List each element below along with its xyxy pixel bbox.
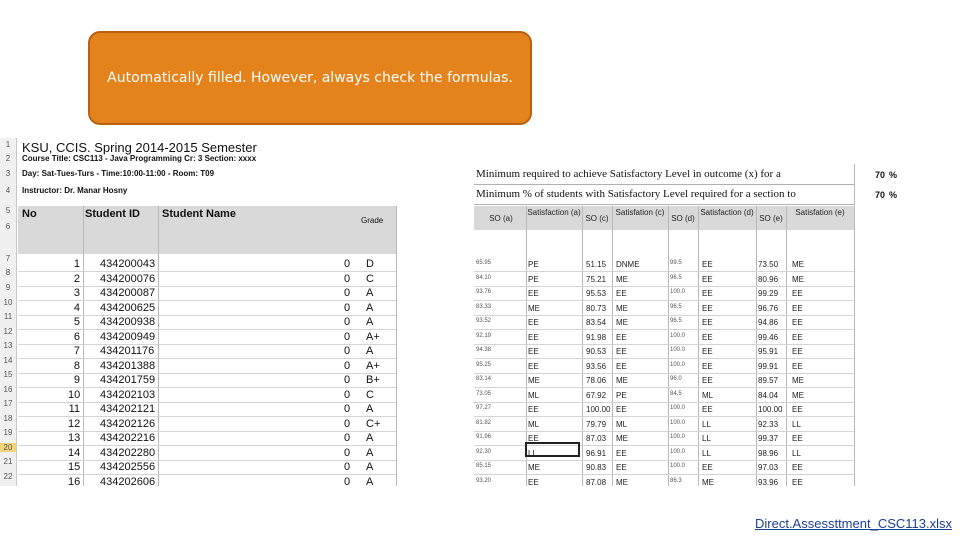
outcome-cell[interactable]: 80.73: [586, 303, 607, 313]
outcome-cell[interactable]: EE: [528, 361, 539, 371]
row-number[interactable]: 5: [5, 206, 11, 215]
row-number[interactable]: 1: [5, 140, 11, 149]
outcome-cell[interactable]: EE: [702, 303, 713, 313]
student-no-cell[interactable]: 2: [73, 272, 80, 285]
student-grade-cell[interactable]: A+: [366, 330, 380, 343]
student-grade-cell[interactable]: B+: [366, 374, 380, 386]
outcome-cell[interactable]: 75.21: [586, 274, 607, 284]
row-number[interactable]: 13: [3, 341, 13, 350]
outcome-col-header[interactable]: SO (a): [489, 214, 513, 223]
outcome-cell[interactable]: EE: [702, 347, 713, 356]
outcome-cell[interactable]: ME: [792, 260, 804, 269]
grid-line: [474, 416, 854, 417]
outcome-col-header[interactable]: Satisfation (c): [615, 208, 665, 217]
row-number[interactable]: 17: [3, 399, 13, 408]
outcome-cell[interactable]: 95.25: [476, 361, 492, 368]
min-satisfactory-label: Minimum required to achieve Satisfactory Level in outcome (x) for a: [476, 168, 781, 180]
row-number[interactable]: 19: [3, 428, 13, 437]
outcome-cell[interactable]: 87.03: [586, 434, 607, 443]
outcome-cell[interactable]: 100.00: [586, 405, 611, 414]
outcome-cell[interactable]: ME: [528, 463, 540, 472]
outcome-cell[interactable]: ME: [616, 274, 628, 284]
student-no-cell[interactable]: 10: [68, 388, 81, 401]
outcome-cell[interactable]: 94.38: [476, 347, 492, 353]
student-id-cell[interactable]: 434202216: [100, 432, 156, 444]
outcome-cell[interactable]: ME: [616, 434, 628, 443]
student-grade-cell[interactable]: A: [366, 287, 374, 299]
grid-line: [474, 315, 854, 316]
col-header-student-id[interactable]: Student ID: [85, 208, 140, 220]
student-no-cell[interactable]: 16: [68, 475, 81, 486]
student-no-cell[interactable]: 4: [73, 301, 80, 314]
grid-line: [474, 402, 854, 403]
outcome-cell[interactable]: 100.0: [670, 463, 686, 469]
student-zero-cell[interactable]: 0: [344, 432, 351, 444]
student-zero-cell[interactable]: 0: [344, 316, 351, 328]
grid-line: [474, 431, 854, 432]
outcome-cell[interactable]: EE: [702, 289, 713, 298]
student-zero-cell[interactable]: 0: [344, 403, 351, 415]
outcome-cell[interactable]: ML: [702, 390, 714, 400]
outcome-cell[interactable]: 94.86: [758, 318, 779, 327]
outcome-cell[interactable]: EE: [702, 274, 713, 284]
outcome-cell[interactable]: EE: [616, 361, 627, 371]
row-number[interactable]: 10: [3, 298, 13, 307]
column-divider: [854, 206, 855, 486]
outcome-cell[interactable]: ML: [528, 390, 540, 400]
student-no-cell[interactable]: 11: [68, 403, 80, 415]
outcome-cell[interactable]: 91.98: [586, 332, 607, 342]
outcome-cell[interactable]: EE: [528, 477, 539, 486]
row-number[interactable]: 8: [5, 268, 11, 277]
outcome-cell[interactable]: EE: [792, 347, 803, 356]
outcome-cell[interactable]: 96.0: [670, 376, 682, 382]
student-grade-cell[interactable]: A+: [366, 359, 380, 372]
outcome-cell[interactable]: EE: [792, 463, 803, 472]
student-id-cell[interactable]: 434202280: [100, 446, 156, 459]
outcome-cell[interactable]: EE: [792, 332, 803, 342]
outcome-cell[interactable]: ME: [616, 318, 628, 327]
outcome-cell[interactable]: 85.15: [476, 463, 492, 469]
min-satisfactory-unit: %: [889, 170, 898, 180]
outcome-cell[interactable]: ME: [792, 376, 804, 385]
grid-line: [474, 329, 854, 330]
outcome-cell[interactable]: EE: [528, 318, 539, 327]
outcome-cell[interactable]: 100.0: [670, 405, 686, 411]
row-number[interactable]: 20: [0, 443, 16, 452]
row-number[interactable]: 14: [3, 356, 13, 365]
row-number[interactable]: 9: [5, 283, 11, 292]
outcome-cell[interactable]: 73.05: [476, 390, 492, 397]
outcome-cell[interactable]: ME: [616, 477, 628, 486]
outcome-cell[interactable]: EE: [528, 347, 539, 356]
outcome-cell[interactable]: 65.95: [476, 260, 492, 266]
outcome-cell[interactable]: EE: [528, 434, 539, 443]
student-grade-cell[interactable]: A: [366, 403, 374, 415]
column-divider: [612, 206, 613, 486]
student-grade-cell[interactable]: A: [366, 345, 374, 357]
outcome-cell[interactable]: ML: [528, 419, 540, 429]
student-no-cell[interactable]: 14: [68, 446, 81, 459]
outcome-cell[interactable]: 100.0: [670, 419, 686, 426]
outcome-cell[interactable]: 83.14: [476, 376, 492, 382]
outcome-col-header[interactable]: Satisfation (e): [795, 208, 845, 217]
outcome-cell[interactable]: 78.06: [586, 376, 607, 385]
student-grade-cell[interactable]: A: [366, 301, 374, 314]
outcome-cell[interactable]: 79.79: [586, 419, 607, 429]
outcome-cell[interactable]: 80.96: [758, 274, 779, 284]
student-no-cell[interactable]: 1: [73, 258, 80, 270]
outcome-cell[interactable]: 89.57: [758, 376, 779, 385]
column-divider: [158, 206, 159, 486]
outcome-cell[interactable]: DNME: [616, 260, 640, 269]
row-number[interactable]: 3: [5, 169, 11, 178]
outcome-cell[interactable]: 96.91: [586, 448, 607, 458]
column-divider: [83, 206, 84, 486]
row-number[interactable]: 4: [5, 186, 11, 195]
min-students-value[interactable]: 70: [875, 190, 886, 200]
student-no-cell[interactable]: 13: [68, 432, 81, 444]
student-id-cell[interactable]: 434200949: [100, 330, 156, 343]
outcome-cell[interactable]: LL: [528, 448, 537, 458]
column-divider: [786, 206, 787, 486]
student-zero-cell[interactable]: 0: [344, 272, 351, 285]
outcome-cell[interactable]: 90.53: [586, 347, 607, 356]
instructor-name: Instructor: Dr. Manar Hosny: [22, 186, 128, 195]
column-divider: [698, 206, 699, 486]
outcome-cell[interactable]: 92.33: [758, 419, 779, 429]
min-satisfactory-value[interactable]: 70: [875, 170, 886, 180]
outcome-cell[interactable]: EE: [616, 405, 627, 414]
outcome-cell[interactable]: 90.83: [586, 463, 607, 472]
outcome-cell[interactable]: EE: [792, 477, 803, 486]
outcome-cell[interactable]: 83.33: [476, 303, 492, 310]
grid-line: [474, 271, 854, 272]
student-grade-cell[interactable]: C: [366, 388, 374, 401]
student-id-cell[interactable]: 434200076: [100, 272, 156, 285]
student-no-cell[interactable]: 12: [68, 417, 81, 430]
outcome-cell[interactable]: 96.5: [670, 303, 682, 310]
outcome-cell[interactable]: 100.00: [758, 405, 783, 414]
row-number[interactable]: 11: [3, 312, 13, 321]
outcome-cell[interactable]: 96.5: [670, 274, 682, 281]
min-students-unit: %: [889, 190, 898, 200]
outcome-cell[interactable]: 93.76: [476, 289, 492, 295]
column-divider: [668, 206, 669, 486]
outcome-cell[interactable]: 67.92: [586, 390, 607, 400]
min-students-label: Minimum % of students with Satisfactory Level required for a section to: [476, 188, 796, 200]
row-number[interactable]: 18: [3, 414, 13, 423]
outcome-cell[interactable]: 92.30: [476, 448, 492, 455]
row-number[interactable]: 12: [3, 327, 13, 336]
column-divider: [854, 164, 855, 206]
sheet-title: KSU, CCIS. Spring 2014-2015 Semester: [22, 140, 257, 155]
grid-line: [474, 184, 854, 185]
outcome-cell[interactable]: LL: [702, 419, 711, 429]
outcome-cell[interactable]: EE: [702, 332, 713, 342]
student-grade-cell[interactable]: D: [366, 258, 374, 270]
student-grade-cell[interactable]: C: [366, 272, 374, 285]
student-zero-cell[interactable]: 0: [344, 388, 351, 401]
student-zero-cell[interactable]: 0: [344, 359, 351, 372]
grid-line: [474, 387, 854, 388]
outcome-cell[interactable]: EE: [792, 361, 803, 371]
outcome-cell[interactable]: 81.82: [476, 419, 492, 426]
col-header-no[interactable]: No: [22, 208, 37, 220]
outcome-cell[interactable]: 96.76: [758, 303, 779, 313]
outcome-cell[interactable]: LL: [702, 448, 711, 458]
student-grade-cell[interactable]: A: [366, 432, 374, 444]
col-header-student-name[interactable]: Student Name: [162, 208, 236, 220]
row-number[interactable]: 22: [3, 472, 13, 481]
row-number[interactable]: 16: [3, 385, 13, 394]
student-no-cell[interactable]: 5: [73, 316, 80, 328]
outcome-cell[interactable]: LL: [702, 434, 711, 443]
grid-line: [474, 286, 854, 287]
callout-text: Automatically filled. However, always check the formulas.: [107, 70, 513, 86]
outcome-col-header[interactable]: Satisfaction (a): [527, 208, 581, 217]
student-grade-cell[interactable]: A: [366, 446, 374, 459]
outcome-cell[interactable]: EE: [528, 289, 539, 298]
outcome-cell[interactable]: 99.46: [758, 332, 779, 342]
outcome-cell[interactable]: 100.0: [670, 361, 686, 368]
outcome-cell[interactable]: 99.29: [758, 289, 779, 298]
outcome-cell[interactable]: EE: [792, 318, 803, 327]
outcome-cell[interactable]: 96.5: [670, 318, 682, 324]
outcome-cell[interactable]: ME: [528, 303, 540, 313]
grid-line: [474, 300, 854, 301]
outcome-cell[interactable]: ME: [702, 477, 714, 486]
outcome-cell[interactable]: EE: [792, 289, 803, 298]
day-time: Day: Sat-Tues-Turs - Time:10:00-11:00 - Room: T09: [22, 169, 215, 178]
outcome-cell[interactable]: 84.04: [758, 390, 779, 400]
student-id-cell[interactable]: 434202556: [100, 461, 156, 473]
student-zero-cell[interactable]: 0: [344, 301, 351, 314]
student-no-cell[interactable]: 3: [73, 287, 80, 299]
student-id-cell[interactable]: 434200087: [100, 287, 156, 299]
student-id-cell[interactable]: 434200043: [100, 258, 156, 270]
outcome-cell[interactable]: 99.91: [758, 361, 779, 371]
outcome-cell[interactable]: 92.19: [476, 332, 492, 339]
outcome-cell[interactable]: EE: [528, 405, 539, 414]
outcome-cell[interactable]: EE: [702, 376, 713, 385]
student-zero-cell[interactable]: 0: [344, 258, 351, 270]
outcome-cell[interactable]: 93.20: [476, 477, 492, 484]
student-id-cell[interactable]: 434202103: [100, 388, 156, 401]
grid-line: [474, 358, 854, 359]
row-number[interactable]: 2: [5, 154, 11, 163]
student-zero-cell[interactable]: 0: [344, 417, 351, 430]
outcome-cell[interactable]: 84.5: [670, 390, 682, 397]
outcome-cell[interactable]: PE: [528, 260, 539, 269]
outcome-cell[interactable]: EE: [702, 318, 713, 327]
row-number[interactable]: 7: [5, 254, 11, 263]
outcome-cell[interactable]: ML: [616, 419, 628, 429]
course-title: Course Title: CSC113 - Java Programming Cr: 3 Section: xxxx: [22, 154, 257, 163]
outcome-cell[interactable]: 97.27: [476, 405, 492, 411]
outcome-cell[interactable]: EE: [702, 260, 713, 269]
grid-line: [474, 373, 854, 374]
outcome-cell[interactable]: 95.91: [758, 347, 779, 356]
col-header-grade[interactable]: Grade: [361, 216, 384, 225]
outcome-cell[interactable]: 83.54: [586, 318, 607, 327]
outcome-cell[interactable]: EE: [616, 448, 627, 458]
outcome-cell[interactable]: EE: [616, 347, 627, 356]
outcome-cell[interactable]: 98.96: [758, 448, 779, 458]
outcome-col-header[interactable]: SO (e): [759, 214, 783, 223]
student-grade-cell[interactable]: A: [366, 475, 374, 486]
student-grade-cell[interactable]: A: [366, 316, 374, 328]
outcome-cell[interactable]: EE: [616, 463, 627, 472]
grid-line: [474, 474, 854, 475]
outcome-cell[interactable]: 91.96: [476, 434, 492, 440]
row-number[interactable]: 21: [3, 457, 13, 466]
outcome-cell[interactable]: 100.0: [670, 434, 686, 440]
student-id-cell[interactable]: 434201176: [100, 345, 155, 357]
outcome-col-header[interactable]: SO (d): [671, 214, 695, 223]
outcome-cell[interactable]: 100.0: [670, 347, 686, 353]
outcome-cell[interactable]: 84.10: [476, 274, 492, 281]
outcome-cell[interactable]: 93.96: [758, 477, 779, 486]
student-zero-cell[interactable]: 0: [344, 345, 351, 357]
grid-line: [474, 460, 854, 461]
row-header-column[interactable]: [0, 138, 17, 486]
outcome-cell[interactable]: 93.56: [586, 361, 607, 371]
student-zero-cell[interactable]: 0: [344, 446, 351, 459]
outcome-cell[interactable]: 73.50: [758, 260, 779, 269]
student-no-cell[interactable]: 9: [73, 374, 80, 386]
student-grade-cell[interactable]: A: [366, 461, 374, 473]
formula-callout: [88, 31, 532, 125]
student-id-cell[interactable]: 434201759: [100, 374, 156, 386]
student-zero-cell[interactable]: 0: [344, 475, 351, 486]
outcome-cell[interactable]: 87.08: [586, 477, 607, 486]
outcome-col-header[interactable]: Satisfaction (d): [700, 208, 754, 217]
outcome-cell[interactable]: 93.52: [476, 318, 492, 324]
student-id-cell[interactable]: 434201388: [100, 359, 156, 372]
outcome-cell[interactable]: LL: [792, 419, 801, 429]
outcome-cell[interactable]: 51.15: [586, 260, 607, 269]
outcome-cell[interactable]: LL: [792, 448, 801, 458]
outcome-cell[interactable]: ME: [792, 390, 804, 400]
row-number[interactable]: 15: [3, 370, 13, 379]
outcome-cell[interactable]: 100.0: [670, 332, 686, 339]
outcome-cell[interactable]: 99.5: [670, 260, 682, 266]
outcome-col-header[interactable]: SO (c): [585, 214, 609, 223]
student-grade-cell[interactable]: C+: [366, 417, 381, 430]
outcome-cell[interactable]: ME: [616, 303, 628, 313]
outcome-cell[interactable]: ME: [616, 376, 628, 385]
column-divider: [582, 206, 583, 486]
selected-cell[interactable]: [525, 442, 580, 457]
outcome-cell[interactable]: EE: [702, 361, 713, 371]
row-number[interactable]: 6: [5, 222, 11, 231]
outcome-cell[interactable]: 100.0: [670, 448, 686, 455]
column-divider: [396, 206, 397, 486]
student-no-cell[interactable]: 7: [73, 345, 80, 357]
student-zero-cell[interactable]: 0: [344, 330, 351, 343]
outcome-cell[interactable]: 100.0: [670, 289, 686, 295]
outcome-cell[interactable]: 99.37: [758, 434, 779, 443]
outcome-cell[interactable]: 95.53: [586, 289, 607, 298]
student-id-cell[interactable]: 434202606: [100, 475, 156, 486]
student-no-cell[interactable]: 15: [68, 461, 81, 473]
outcome-cell[interactable]: EE: [792, 434, 803, 443]
outcome-cell[interactable]: EE: [792, 405, 803, 414]
column-divider: [756, 206, 757, 486]
outcome-cell[interactable]: EE: [702, 405, 713, 414]
outcome-cell[interactable]: PE: [616, 390, 627, 400]
outcome-cell[interactable]: 86.3: [670, 477, 682, 484]
student-no-cell[interactable]: 6: [73, 330, 80, 343]
student-zero-cell[interactable]: 0: [344, 287, 351, 299]
outcome-cell[interactable]: PE: [528, 274, 539, 284]
outcome-cell[interactable]: EE: [792, 303, 803, 313]
student-id-cell[interactable]: 434200938: [100, 316, 156, 328]
outcome-cell[interactable]: EE: [616, 332, 627, 342]
outcome-cell[interactable]: ME: [792, 274, 804, 284]
student-id-cell[interactable]: 434202121: [100, 403, 156, 415]
outcome-cell[interactable]: ME: [528, 376, 540, 385]
student-no-cell[interactable]: 8: [73, 359, 80, 372]
outcome-cell[interactable]: EE: [702, 463, 713, 472]
outcome-cell[interactable]: EE: [616, 289, 627, 298]
grid-line: [474, 204, 854, 205]
student-zero-cell[interactable]: 0: [344, 374, 351, 386]
student-id-cell[interactable]: 434200625: [100, 301, 156, 314]
grid-line: [474, 344, 854, 345]
student-id-cell[interactable]: 434202126: [100, 417, 156, 430]
outcome-cell[interactable]: EE: [528, 332, 539, 342]
workbook-link[interactable]: Direct.Assessttment_CSC113.xlsx: [755, 516, 952, 531]
spreadsheet-view[interactable]: [0, 138, 900, 486]
outcome-cell[interactable]: 97.03: [758, 463, 779, 472]
student-zero-cell[interactable]: 0: [344, 461, 351, 473]
